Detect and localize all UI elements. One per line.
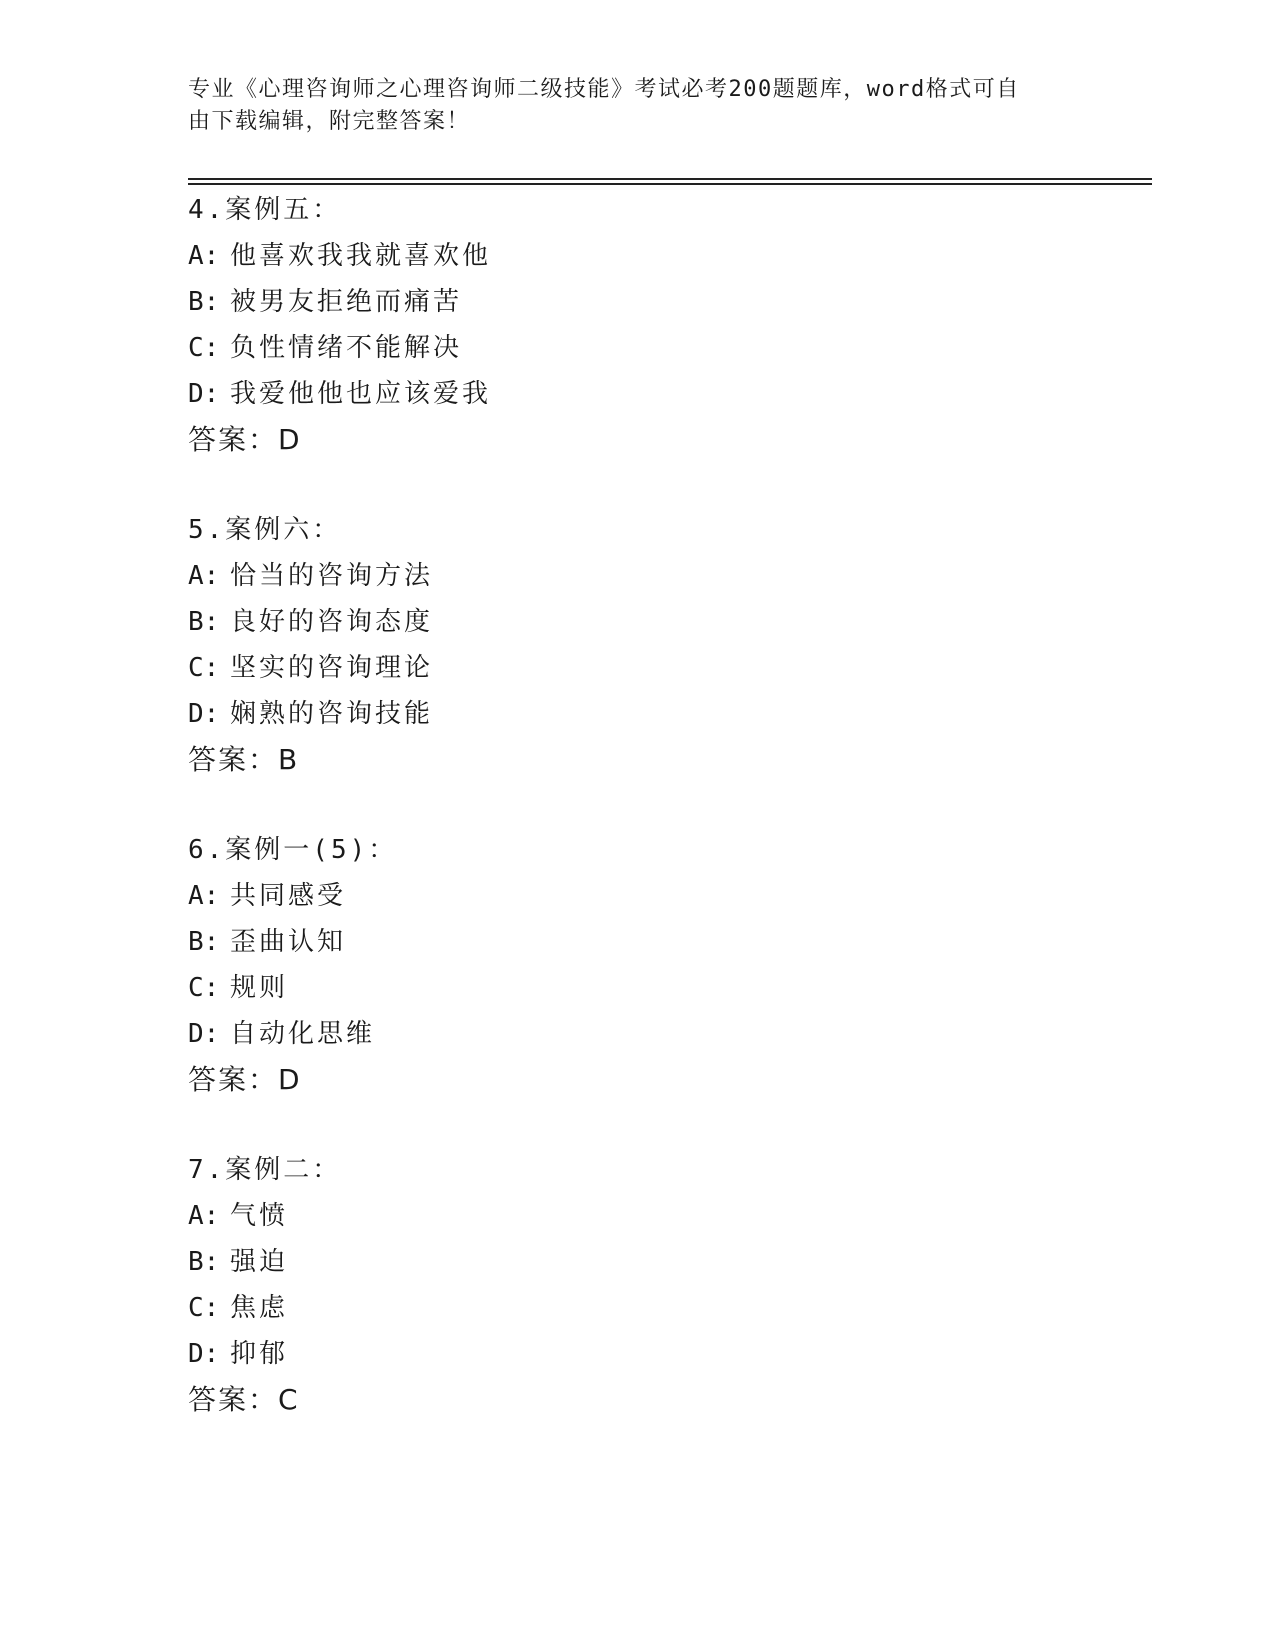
option-text: 抑郁 <box>230 1339 289 1369</box>
question-stem: 6.案例一(5)： <box>188 835 398 865</box>
question-stem: 7.案例二： <box>188 1155 342 1185</box>
question-item <box>188 507 1088 783</box>
header-line-2: 由下载编辑，附完整答案！ <box>188 109 471 134</box>
option-d <box>188 1011 1088 1057</box>
option-letter: B: <box>188 927 220 957</box>
option-letter: A: <box>188 241 220 271</box>
option-text: 自动化思维 <box>230 1019 376 1049</box>
option-letter: D: <box>188 1339 220 1369</box>
option-letter: B: <box>188 1247 220 1277</box>
option-text: 良好的咨询态度 <box>230 607 434 637</box>
question-stem: 5.案例六： <box>188 515 342 545</box>
option-letter: C: <box>188 333 220 363</box>
option-text: 歪曲认知 <box>230 927 347 957</box>
option-text: 被男友拒绝而痛苦 <box>230 287 463 317</box>
document-header <box>188 74 1068 138</box>
option-b <box>188 919 1088 965</box>
option-a <box>188 233 1088 279</box>
question-item <box>188 1147 1088 1423</box>
option-b <box>188 599 1088 645</box>
option-letter: D: <box>188 1019 220 1049</box>
option-text: 共同感受 <box>230 881 347 911</box>
option-c <box>188 1285 1088 1331</box>
option-letter: B: <box>188 287 220 317</box>
option-letter: D: <box>188 379 220 409</box>
question-item <box>188 827 1088 1103</box>
option-letter: A: <box>188 1201 220 1231</box>
option-text: 娴熟的咨询技能 <box>230 699 434 729</box>
question-item <box>188 187 1088 463</box>
header-divider-bottom <box>188 183 1152 185</box>
option-text: 恰当的咨询方法 <box>230 561 434 591</box>
option-text: 我爱他他也应该爱我 <box>230 379 492 409</box>
option-c <box>188 965 1088 1011</box>
option-d <box>188 371 1088 417</box>
option-b <box>188 1239 1088 1285</box>
answer-line: 答案：D <box>188 1063 302 1096</box>
option-b <box>188 279 1088 325</box>
option-a <box>188 873 1088 919</box>
answer-line: 答案：C <box>188 1383 300 1416</box>
option-letter: C: <box>188 1293 220 1323</box>
option-letter: A: <box>188 881 220 911</box>
option-text: 强迫 <box>230 1247 289 1277</box>
option-text: 气愤 <box>230 1201 289 1231</box>
option-c <box>188 645 1088 691</box>
option-text: 焦虑 <box>230 1293 289 1323</box>
option-letter: C: <box>188 653 220 683</box>
question-stem: 4.案例五： <box>188 195 342 225</box>
option-d <box>188 691 1088 737</box>
option-text: 坚实的咨询理论 <box>230 653 434 683</box>
answer-line: 答案：B <box>188 743 300 776</box>
option-letter: A: <box>188 561 220 591</box>
option-c <box>188 325 1088 371</box>
option-d <box>188 1331 1088 1377</box>
option-letter: C: <box>188 973 220 1003</box>
option-text: 负性情绪不能解决 <box>230 333 463 363</box>
option-text: 他喜欢我我就喜欢他 <box>230 241 492 271</box>
header-divider-top <box>188 178 1152 180</box>
answer-line: 答案：D <box>188 423 302 456</box>
option-a <box>188 553 1088 599</box>
option-letter: B: <box>188 607 220 637</box>
option-text: 规则 <box>230 973 289 1003</box>
header-line-1: 专业《心理咨询师之心理咨询师二级技能》考试必考200题题库，word格式可自 <box>188 77 1020 102</box>
question-list <box>188 187 1088 1467</box>
option-a <box>188 1193 1088 1239</box>
option-letter: D: <box>188 699 220 729</box>
